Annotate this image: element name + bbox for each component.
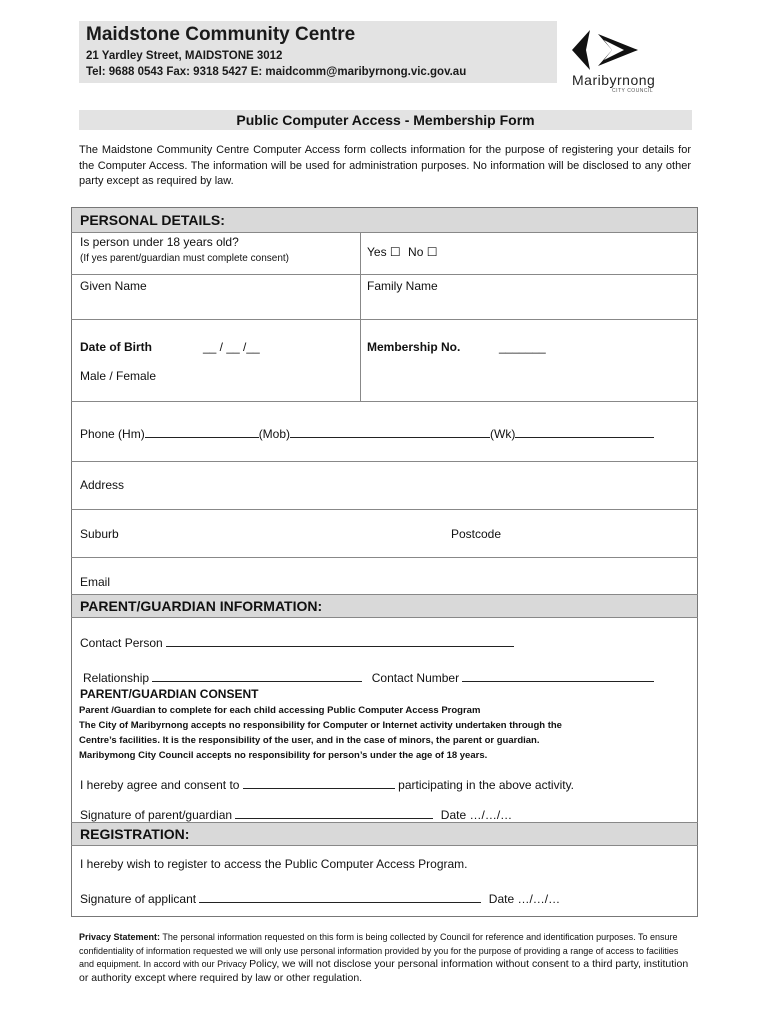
consent-line-1: Parent /Guardian to complete for each child accessing Public Computer Access Program (79, 705, 481, 716)
contact-number-label: Contact Number (371, 671, 460, 685)
logo-text: Maribyrnong (572, 72, 656, 88)
family-name-label: Family Name (367, 279, 438, 293)
membership-label: Membership No. (367, 340, 461, 354)
consent-line-2: The City of Maribyrnong accepts no responsibility for Computer or Internet activity undertaken through the (79, 720, 562, 731)
applicant-signature-row (80, 891, 560, 906)
centre-title: Maidstone Community Centre (86, 24, 356, 45)
maribyrnong-logo-icon (568, 28, 648, 72)
intro-paragraph: The Maidstone Community Centre Computer Access form collects information for the purpose of registering your details for the Computer Access. The information will be used for administration purposes. No information will be disclosed to any other party except as required by law. (79, 144, 691, 187)
registration-statement: I hereby wish to register to access the Public Computer Access Program. (80, 857, 468, 871)
privacy-statement (79, 931, 694, 985)
suburb-label: Suburb (80, 527, 119, 541)
parent-date-label: Date …/…/… (440, 808, 513, 822)
consent-heading: PARENT/GUARDIAN CONSENT (80, 687, 259, 701)
registration-heading: REGISTRATION: (72, 823, 697, 845)
applicant-signature-field[interactable] (199, 891, 481, 903)
agree-name-field[interactable] (243, 777, 395, 789)
centre-address: 21 Yardley Street, MAIDSTONE 3012 (86, 50, 283, 62)
gender-label: Male / Female (80, 369, 157, 383)
consent-line-3: Centre’s facilities. It is the responsibility of the user, and in the case of minors, the parent or guardian. (79, 735, 540, 746)
phone-mob-field[interactable] (290, 426, 490, 438)
phone-wk-label: (Wk) (490, 427, 516, 441)
parent-signature-row (80, 807, 512, 822)
personal-details-heading: PERSONAL DETAILS: (72, 208, 697, 232)
email-label: Email (80, 575, 111, 589)
form-title: Public Computer Access - Membership Form (236, 112, 535, 128)
agree-post: participating in the above activity. (398, 778, 575, 792)
phone-wk-field[interactable] (515, 426, 654, 438)
dob-label: Date of Birth (80, 340, 152, 354)
privacy-label: Privacy Statement: (79, 932, 161, 942)
logo-subtext: CITY COUNCIL (612, 88, 654, 94)
contact-person-field[interactable] (166, 635, 514, 647)
centre-contact: Tel: 9688 0543 Fax: 9318 5427 E: maidcomm@maribyrnong.vic.gov.au (86, 66, 467, 78)
privacy-text-large: Policy, we will not disclose your personal information without consent to a third party, institution or authority except where required by law or other regulation. (79, 958, 689, 984)
privacy-text-small: The personal information requested on this form is being collected by Council for reference and identification purposes. To ensure confidentiality of information requested we will only use personal information provided by you for the purpose of providing a range of access to facilities and equipment. In accord with our Privacy (79, 932, 679, 969)
relationship-row (83, 670, 654, 685)
agree-row (80, 777, 574, 792)
membership-blank[interactable]: _______ (499, 340, 546, 354)
under-18-question: Is person under 18 years old? (80, 235, 239, 249)
given-name-label: Given Name (80, 279, 147, 293)
parent-guardian-heading: PARENT/GUARDIAN INFORMATION: (72, 595, 697, 617)
under-18-note: (If yes parent/guardian must complete consent) (80, 253, 289, 264)
no-checkbox[interactable]: ☐ (426, 245, 438, 259)
phone-row (80, 426, 654, 441)
under-18-options (367, 245, 437, 259)
relationship-label: Relationship (83, 671, 150, 685)
parent-signature-label: Signature of parent/guardian (80, 808, 233, 822)
no-label: No (408, 245, 424, 259)
phone-hm-label: Phone (Hm) (80, 427, 145, 441)
postcode-label: Postcode (451, 527, 502, 541)
address-label: Address (80, 478, 125, 492)
dob-format: __ / __ /__ (203, 340, 260, 354)
consent-line-4: Maribymong City Council accepts no responsibility for person’s under the age of 18 years. (79, 750, 488, 761)
relationship-field[interactable] (152, 670, 362, 682)
applicant-signature-label: Signature of applicant (80, 892, 197, 906)
contact-number-field[interactable] (462, 670, 654, 682)
parent-signature-field[interactable] (235, 807, 433, 819)
applicant-date-label: Date …/…/… (488, 892, 561, 906)
contact-person-label: Contact Person (80, 636, 163, 650)
phone-hm-field[interactable] (145, 426, 259, 438)
yes-checkbox[interactable]: ☐ (389, 245, 401, 259)
yes-label: Yes (367, 245, 387, 259)
contact-person-row (80, 635, 514, 650)
phone-mob-label: (Mob) (258, 427, 291, 441)
agree-pre: I hereby agree and consent to (80, 778, 240, 792)
